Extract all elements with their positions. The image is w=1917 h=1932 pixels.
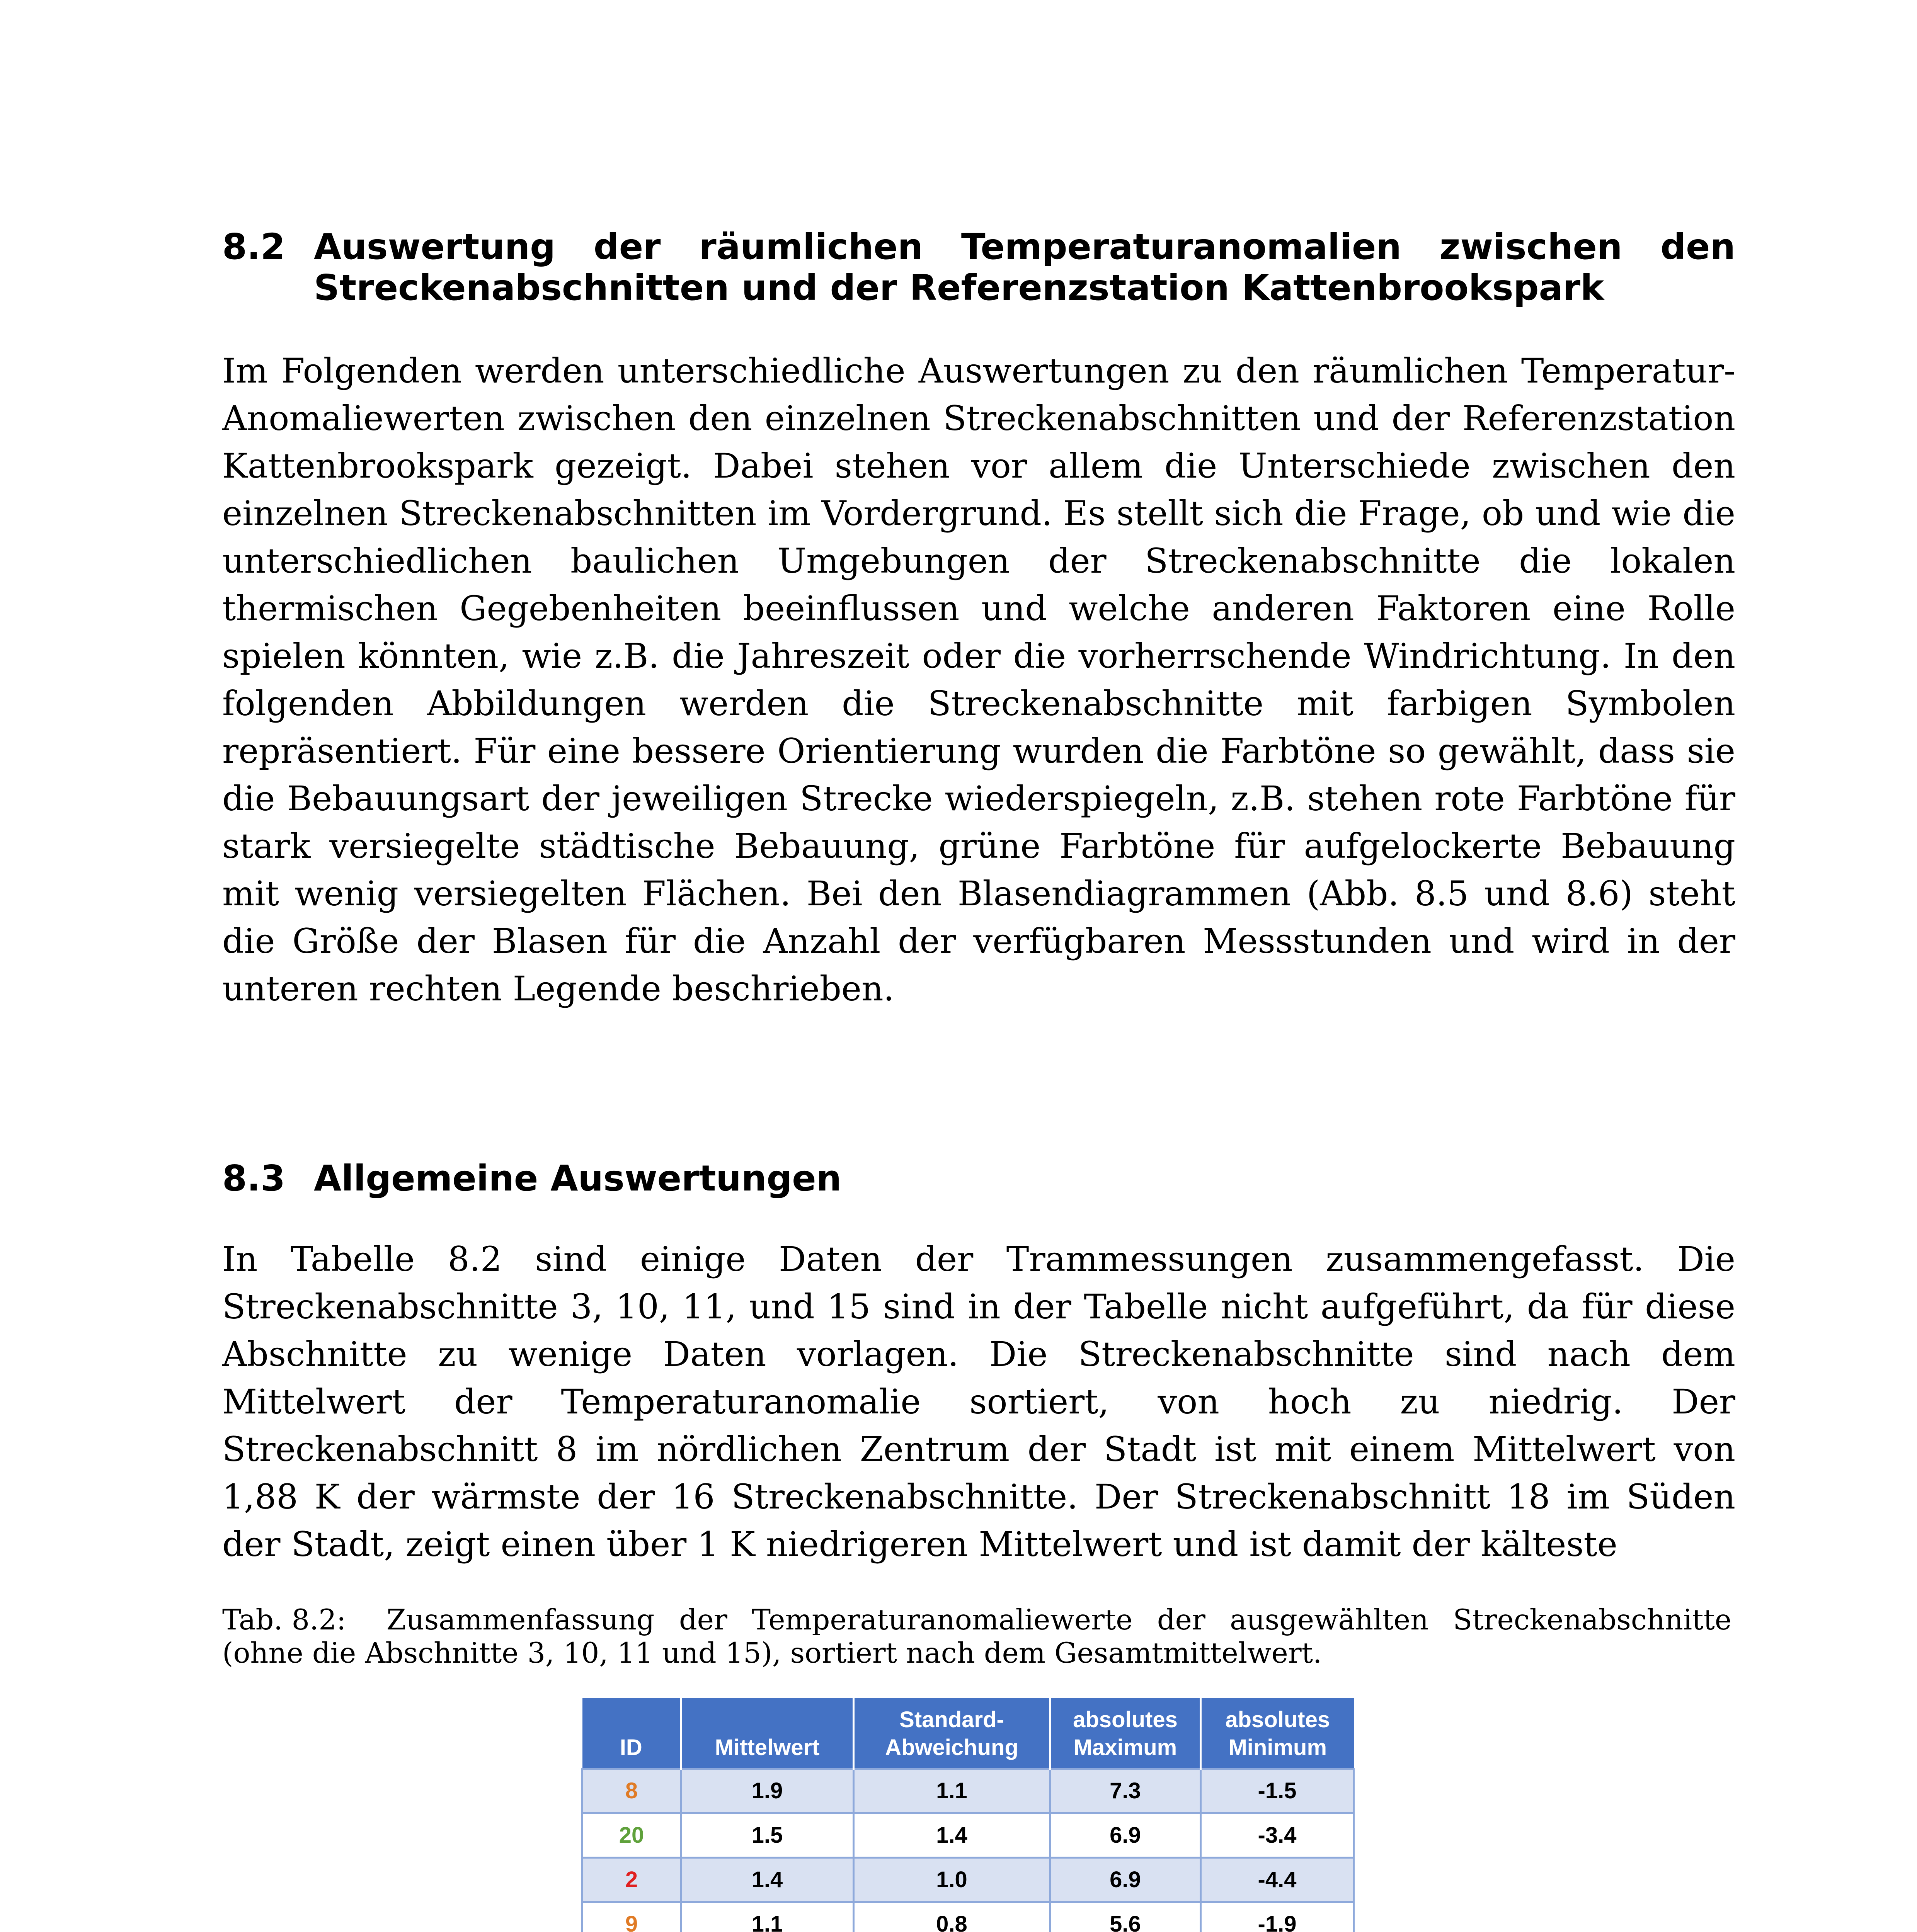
header-std xyxy=(854,1698,1050,1769)
header-label: absolutes xyxy=(1225,1707,1330,1732)
cell-min: -3.4 xyxy=(1201,1813,1354,1857)
cell-mean: 1.9 xyxy=(681,1769,854,1813)
section-title: Auswertung der räumlichen Temperaturanomalien zwischen den Streckenabschnitten und der Referenzstation Kattenbrookspark xyxy=(314,226,1735,308)
header-label: Abweichung xyxy=(885,1735,1018,1760)
table-row xyxy=(582,1902,1354,1932)
header-min xyxy=(1201,1698,1354,1769)
summary-table xyxy=(581,1698,1355,1932)
cell-min: -1.5 xyxy=(1201,1769,1354,1813)
paragraph-8-3: In Tabelle 8.2 sind einige Daten der Trammessungen zusammengefasst. Die Streckenabschnitte 3, 10, 11, und 15 sind in der Tabelle nicht aufgeführt, da für diese Abschnitte zu wenige Daten vorlagen. Die Streckenabschnitte sind nach dem Mittelwert der Temperaturanomalie sortiert, von hoch zu niedrig. Der Streckenabschnitt 8 im nördlichen Zentrum der Stadt ist mit einem Mittelwert von 1,88 K der wärmste der 16 Streckenabschnitte. Der Streckenabschnitt 18 im Süden der Stadt, zeigt einen über 1 K niedrigeren Mittelwert und ist damit der kälteste xyxy=(222,1239,1735,1564)
cell-mean: 1.1 xyxy=(681,1902,854,1932)
table-header-row xyxy=(582,1698,1354,1769)
header-label: Minimum xyxy=(1228,1735,1327,1760)
cell-max: 6.9 xyxy=(1050,1857,1201,1902)
cell-id: 2 xyxy=(582,1857,681,1902)
header-id xyxy=(582,1698,681,1769)
cell-id: 9 xyxy=(582,1902,681,1932)
table-row xyxy=(582,1813,1354,1857)
cell-mean: 1.5 xyxy=(681,1813,854,1857)
cell-std: 1.0 xyxy=(854,1857,1050,1902)
table-caption xyxy=(222,1604,1731,1670)
cell-min: -1.9 xyxy=(1201,1902,1354,1932)
header-mean xyxy=(681,1698,854,1769)
section-heading-8-3 xyxy=(222,1158,1735,1199)
cell-std: 0.8 xyxy=(854,1902,1050,1932)
cell-max: 5.6 xyxy=(1050,1902,1201,1932)
caption-label: Tab. 8.2: xyxy=(222,1604,346,1636)
cell-max: 7.3 xyxy=(1050,1769,1201,1813)
table-row xyxy=(582,1857,1354,1902)
cell-min: -4.4 xyxy=(1201,1857,1354,1902)
header-label: Standard- xyxy=(899,1707,1004,1732)
cell-id: 8 xyxy=(582,1769,681,1813)
cell-mean: 1.4 xyxy=(681,1857,854,1902)
table-row xyxy=(582,1769,1354,1813)
caption-text: Zusammenfassung der Temperaturanomaliewerte der ausgewählten Streckenabschnitte (ohne die Abschnitte 3, 10, 11 und 15), sortiert nach dem Gesamtmittelwert. xyxy=(222,1604,1731,1670)
paragraph-8-2: Im Folgenden werden unterschiedliche Auswertungen zu den räumlichen Temperatur-Anomaliewerten zwischen den einzelnen Streckenabschnitten und der Referenzstation Kattenbrookspark gezeigt. Dabei stehen vor allem die Unterschiede zwischen den einzelnen Streckenabschnitten im Vordergrund. Es stellt sich die Frage, ob und wie die unterschiedlichen baulichen Umgebungen der Streckenabschnitte die lokalen thermischen Gegebenheiten beeinflussen und welche anderen Faktoren eine Rolle spielen könnten, wie z.B. die Jahreszeit oder die vorherrschende Windrichtung. In den folgenden Abbildungen werden die Streckenabschnitte mit farbigen Symbolen repräsentiert. Für eine bessere Orientierung wurden die Farbtöne so gewählt, dass sie die Bebauungsart der jeweiligen Strecke wiederspiegeln, z.B. stehen rote Farbtöne für stark versiegelte städtische Bebauung, grüne Farbtöne für aufgelockerte Bebauung mit wenig versiegelten Flächen. Bei den Blasendiagrammen (Abb. 8.5 und 8.6) steht die Größe der Blasen für die Anzahl der verfügbaren Messstunden und wird in der unteren rechten Legende beschrieben. xyxy=(222,351,1735,1009)
section-heading-8-2 xyxy=(222,226,1735,308)
cell-std: 1.4 xyxy=(854,1813,1050,1857)
section-number: 8.2 xyxy=(222,226,285,267)
header-max xyxy=(1050,1698,1201,1769)
section-title: Allgemeine Auswertungen xyxy=(314,1158,842,1199)
section-number: 8.3 xyxy=(222,1158,285,1199)
cell-max: 6.9 xyxy=(1050,1813,1201,1857)
header-label: Maximum xyxy=(1073,1735,1177,1760)
summary-table-container xyxy=(581,1698,1353,1932)
header-label: Mittelwert xyxy=(715,1735,820,1760)
cell-id: 20 xyxy=(582,1813,681,1857)
header-label: absolutes xyxy=(1073,1707,1178,1732)
cell-std: 1.1 xyxy=(854,1769,1050,1813)
header-label: ID xyxy=(620,1735,642,1760)
table-body xyxy=(582,1769,1354,1932)
